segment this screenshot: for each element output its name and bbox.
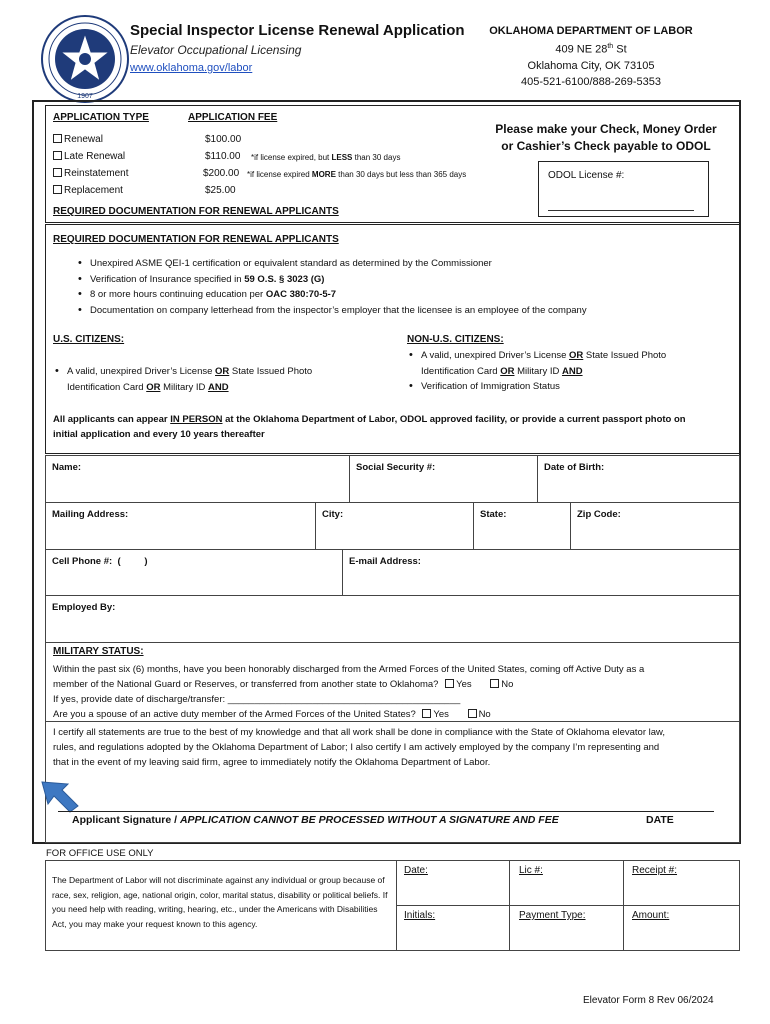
replacement-checkbox[interactable] (53, 185, 62, 194)
application-fee-header: APPLICATION FEE (188, 112, 278, 123)
required-docs-heading: REQUIRED DOCUMENTATION FOR RENEWAL APPLICANTS (53, 234, 339, 245)
fee-row-replacement: Replacement $25.00 (53, 185, 513, 202)
form-title: Special Inspector License Renewal Application (130, 22, 465, 39)
fee-required-docs-label: REQUIRED DOCUMENTATION FOR RENEWAL APPLICANTS (53, 206, 339, 217)
in-person-notice: All applicants can appear IN PERSON at the Oklahoma Department of Labor, ODOL approved facility, or provide a current passport photo on initial application and every 10 years thereafter (53, 414, 686, 440)
list-item: • A valid, unexpired Driver’s License OR State Issued Photo Identification Card OR Military ID AND (53, 364, 353, 395)
spouse-yes-checkbox[interactable] (422, 709, 431, 718)
form-footer: Elevator Form 8 Rev 06/2024 (583, 995, 714, 1006)
state-field[interactable]: State: (473, 502, 571, 550)
odol-license-box (538, 161, 709, 217)
list-item: • A valid, unexpired Driver’s License OR State Issued Photo Identification Card OR Military ID AND (407, 348, 727, 379)
military-q1-line1: Within the past six (6) months, have you been honorably discharged from the Armed Forces of the United States, coming off Active Duty as a (53, 664, 645, 675)
list-item: • Documentation on company letterhead from the inspector’s employer that the licensee is an employee of the company (76, 303, 716, 319)
application-type-header: APPLICATION TYPE (53, 112, 149, 123)
zip-code-field[interactable]: Zip Code: (570, 502, 740, 550)
discharge-yes-checkbox[interactable] (445, 679, 454, 688)
spouse-no-checkbox[interactable] (468, 709, 477, 718)
ssn-field[interactable]: Social Security #: (349, 455, 538, 503)
cell-phone-field[interactable]: Cell Phone #: ( ) (45, 549, 343, 596)
office-amount-field[interactable]: Amount: (623, 905, 740, 951)
department-name: OKLAHOMA DEPARTMENT OF LABOR (489, 25, 693, 37)
us-citizens-heading: U.S. CITIZENS: (53, 334, 125, 345)
employed-by-field[interactable]: Employed By: (45, 595, 740, 643)
replacement-fee: $25.00 (205, 185, 236, 196)
seal-year: 1907 (77, 93, 93, 100)
email-field[interactable]: E-mail Address: (342, 549, 740, 596)
dob-field[interactable]: Date of Birth: (537, 455, 740, 503)
disclaimer-text: The Department of Labor will not discriminate against any individual or group because of race, sex, religion, age, national origin, color, marital status, disability or political beliefs. If you need help with reading, writing, hearing, etc., under the Americans with Disabilities Act, you may make your request known to this agency. (52, 875, 388, 929)
renewal-fee: $100.00 (205, 134, 242, 145)
military-questions (53, 662, 737, 722)
certify-line2: rules, and regulations adopted by the Oklahoma Department of Labor; I also certify I am actively employed by the company I’m representing and (53, 742, 660, 753)
certify-line3: that in the event of my leaving said firm, agree to immediately notify the Oklahoma Department of Labor. (53, 757, 491, 768)
list-item: • 8 or more hours continuing education per OAC 380:70-5-7 (76, 287, 716, 303)
renewal-checkbox[interactable] (53, 134, 62, 143)
signature-arrow-icon (38, 778, 82, 814)
certify-line1: I certify all statements are true to the best of my knowledge and that all work shall be done in compliance with the State of Oklahoma elevator law, (53, 727, 666, 738)
non-us-citizens-heading: NON-U.S. CITIZENS: (407, 334, 504, 345)
fee-rows (53, 134, 513, 202)
list-item: • Verification of Immigration Status (407, 379, 727, 395)
list-item: • Verification of Insurance specified in 59 O.S. § 3023 (G) (76, 272, 716, 288)
state-seal (40, 14, 130, 104)
late-renewal-note: *if license expired, but LESS than 30 days (251, 153, 401, 162)
department-block (488, 23, 694, 90)
discharge-no-checkbox[interactable] (490, 679, 499, 688)
certification-text (53, 725, 737, 770)
department-address-line2: Oklahoma City, OK 73105 (527, 59, 655, 72)
fee-row-renewal: Renewal $100.00 (53, 134, 513, 151)
date-label: DATE (646, 814, 674, 826)
office-initials-field[interactable]: Initials: (396, 905, 510, 951)
website-link[interactable]: www.oklahoma.gov/labor (130, 62, 253, 74)
reinstatement-note: *if license expired MORE than 30 days but less than 365 days (247, 170, 467, 179)
disclaimer-box (45, 860, 397, 951)
military-q3: Are you a spouse of an active duty member of the Armed Forces of the United States? Yes No (53, 709, 491, 720)
late-renewal-fee: $110.00 (205, 151, 241, 162)
payable-notice (486, 121, 726, 155)
odol-license-label: ODOL License #: (548, 170, 625, 181)
required-docs-list (76, 256, 716, 318)
office-payment-type-field[interactable]: Payment Type: (509, 905, 624, 951)
mailing-address-field[interactable]: Mailing Address: (45, 502, 316, 550)
fee-row-reinstatement: Reinstatement $200.00 *if license expired MORE than 30 days but less than 365 days (53, 168, 513, 185)
office-use-heading: FOR OFFICE USE ONLY (46, 848, 154, 859)
odol-license-line[interactable] (548, 210, 694, 211)
us-citizens-list (53, 364, 353, 395)
signature-warning: APPLICATION CANNOT BE PROCESSED WITHOUT A SIGNATURE AND FEE (179, 814, 559, 826)
military-q1-line2: member of the National Guard or Reserves, or transferred from another state to Oklahoma? Yes No (53, 679, 514, 690)
list-item: • Unexpired ASME QEI-1 certification or equivalent standard as determined by the Commissioner (76, 256, 716, 272)
fee-row-late-renewal: Late Renewal $110.00 *if license expired, but LESS than 30 days (53, 151, 513, 168)
name-field[interactable]: Name: (45, 455, 350, 503)
military-status-heading: MILITARY STATUS: (53, 646, 144, 657)
payable-line2: or Cashier’s Check payable to ODOL (501, 139, 711, 153)
non-us-citizens-list (407, 348, 727, 395)
signature-label: Applicant Signature / APPLICATION CANNOT BE PROCESSED WITHOUT A SIGNATURE AND FEE (72, 814, 559, 826)
office-date-field[interactable]: Date: (396, 860, 510, 906)
discharge-date-line[interactable]: If yes, provide date of discharge/transfer: ____________________________________________ (53, 694, 461, 705)
department-phone: 405-521-6100/888-269-5353 (520, 75, 662, 88)
reinstatement-checkbox[interactable] (53, 168, 62, 177)
city-field[interactable]: City: (315, 502, 474, 550)
office-receipt-field[interactable]: Receipt #: (623, 860, 740, 906)
office-lic-field[interactable]: Lic #: (509, 860, 624, 906)
payable-line1: Please make your Check, Money Order (495, 122, 717, 136)
late-renewal-checkbox[interactable] (53, 151, 62, 160)
form-subtitle: Elevator Occupational Licensing (130, 43, 302, 57)
signature-line[interactable] (58, 811, 714, 812)
reinstatement-fee: $200.00 (203, 168, 240, 179)
department-address-line1: 409 NE 28th St (555, 43, 627, 56)
